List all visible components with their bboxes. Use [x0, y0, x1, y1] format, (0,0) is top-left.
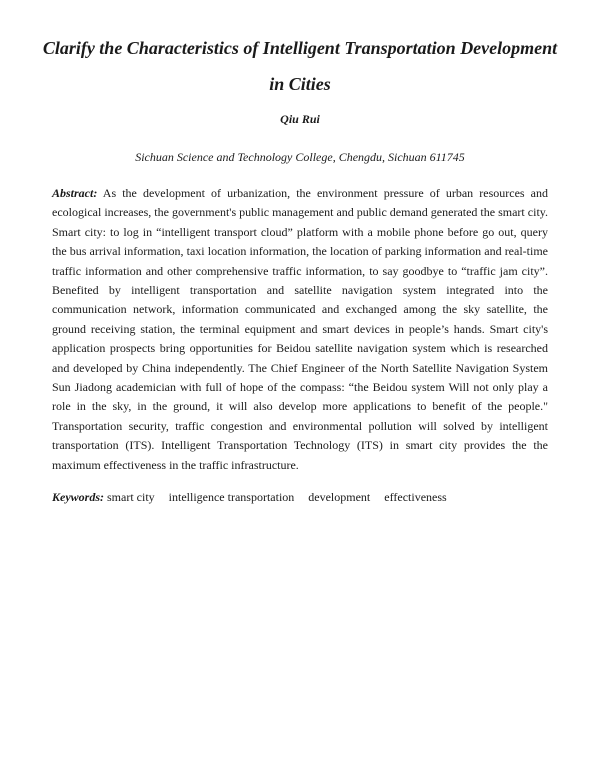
keywords-label: Keywords:: [52, 490, 104, 504]
keyword-item: smart city: [107, 490, 155, 504]
paper-title: Clarify the Characteristics of Intelligent Transportation Development in Cities: [42, 38, 558, 94]
author-affiliation: Sichuan Science and Technology College, Chengdu, Sichuan 611745: [135, 150, 465, 164]
keywords: [52, 490, 548, 505]
keyword-list: [107, 490, 458, 504]
author-name: Qiu Rui: [280, 112, 320, 126]
abstract-text: As the development of urbanization, the environment pressure of urban resources and ecological increases, the government's public management and public demand generated the smart city. Smart city: to log in “intelligent transport cloud” platform with a mobile phone before go out, query the bus arrival information, taxi location information, the location of parking information and real-time traffic information and other comprehensive traffic information, to say goodbye to “traffic jam city”. Benefited by intelligent transportation and satellite navigation system integrated into the communication network, information communicated and exchanged among the sky satellite, the ground receiving station, the terminal equipment and smart devices in people’s hands. Smart city's application prospects bring opportunities for Beidou satellite navigation system which is researched and developed by China independently. The Chief Engineer of the North Satellite Navigation System Sun Jiadong academician with full of hope of the compass: “the Beidou system Will not only play a role in the sky, in the ground, it will also develop more applications to benefit of the people." Transportation security, traffic congestion and environmental pollution will solved by intelligent transportation (ITS). Intelligent Transportation Technology (ITS) in smart city provides the the maximum effectiveness in the traffic infrastructure.: [52, 186, 548, 472]
keyword-item: development: [308, 490, 371, 504]
abstract-label: Abstract:: [52, 186, 98, 200]
keyword-item: intelligence transportation: [168, 490, 295, 504]
keyword-item: effectiveness: [384, 490, 447, 504]
abstract: [52, 184, 548, 475]
